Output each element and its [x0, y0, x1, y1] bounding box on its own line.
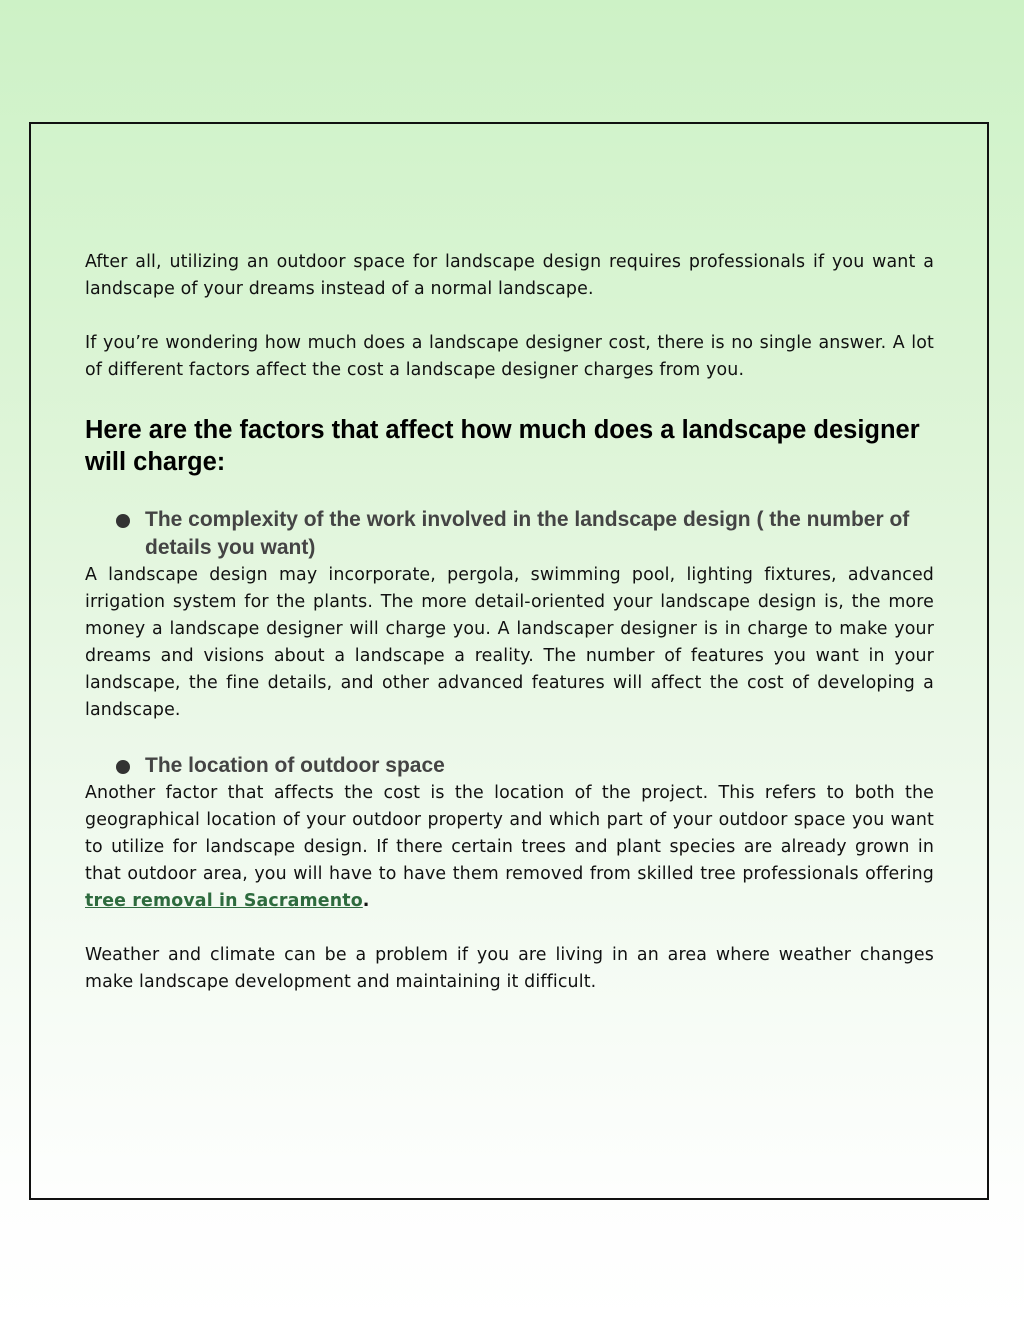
tree-removal-link[interactable]: tree removal in Sacramento	[85, 891, 363, 911]
paragraph-cost-question: If you’re wondering how much does a landscape designer cost, there is no single answer. A lot of different factors affect the cost a landscape designer charges from you.	[85, 333, 934, 380]
paragraph-location	[85, 780, 934, 915]
bullet-item-location	[85, 752, 934, 780]
paragraph-location-text: Another factor that affects the cost is the location of the project. This refers to both the geographical location of your outdoor property and which part of your outdoor space you want to utilize for landscape design. If there certain trees and plant species are already grown in that outdoor area, you will have to have them removed from skilled tree professionals offering	[85, 783, 934, 884]
document-content	[85, 249, 934, 996]
bullet-dot-icon	[116, 514, 130, 528]
bullet-text: The complexity of the work involved in the landscape design ( the number of details you want)	[145, 508, 910, 559]
paragraph-weather: Weather and climate can be a problem if you are living in an area where weather changes make landscape development and maintaining it difficult.	[85, 945, 934, 992]
bullet-text: The location of outdoor space	[145, 754, 445, 777]
bullet-item-complexity	[85, 506, 934, 562]
bullet-dot-icon	[116, 760, 130, 774]
paragraph-intro: After all, utilizing an outdoor space for landscape design requires professionals if you want a landscape of your dreams instead of a normal landscape.	[85, 252, 934, 299]
paragraph-complexity: A landscape design may incorporate, pergola, swimming pool, lighting fixtures, advanced irrigation system for the plants. The more detail-oriented your landscape design is, the more money a landscape designer will charge you. A landscaper designer is in charge to make your dreams and visions about a landscape a reality. The number of features you want in your landscape, the fine details, and other advanced features will affect the cost of developing a landscape.	[85, 565, 934, 720]
section-heading: Here are the factors that affect how much does a landscape designer will charge:	[85, 416, 920, 476]
paragraph-location-end: .	[362, 891, 370, 911]
